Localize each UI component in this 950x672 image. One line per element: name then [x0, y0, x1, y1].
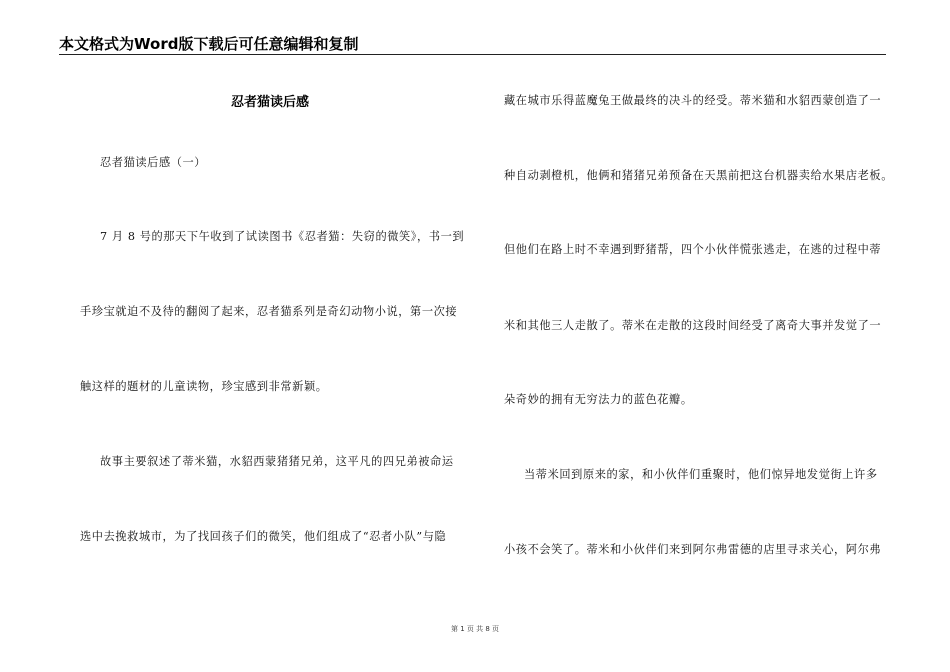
paragraph-line: 但他们在路上时不幸遇到野猪帮，四个小伙伴慌张逃走，在逃的过程中蒂: [504, 243, 882, 256]
document-title: 忍者猫读后感: [230, 95, 309, 110]
paragraph-line: 种自动剥橙机，他俩和猪猪兄弟预备在天黑前把这台机器卖给水果店老板。: [504, 169, 893, 182]
paragraph-line: 故事主要叙述了蒂米猫，水貂西蒙猪猪兄弟，这平凡的四兄弟被命运: [100, 455, 454, 468]
header-banner: 本文格式为Word版下载后可任意编辑和复制: [59, 35, 359, 53]
paragraph-line: 当蒂米回到原来的家，和小伙伴们重聚时，他们惊异地发觉街上许多: [524, 468, 878, 481]
paragraph-line: 忍者猫读后感（一）: [100, 156, 207, 169]
paragraph-line: 米和其他三人走散了。蒂米在走散的这段时间经受了离奇大事并发觉了一: [504, 319, 882, 332]
paragraph-line: 小孩不会笑了。蒂米和小伙伴们来到阿尔弗雷德的店里寻求关心，阿尔弗: [504, 543, 882, 556]
paragraph-line: 选中去挽救城市，为了找回孩子们的微笑，他们组成了“忍者小队”与隐: [80, 530, 447, 543]
paragraph-line: 藏在城市乐得蓝魔兔王做最终的决斗的经受。蒂米猫和水貂西蒙创造了一: [504, 94, 882, 107]
paragraph-line: 手珍宝就迫不及待的翻阅了起来，忍者猫系列是奇幻动物小说，第一次接: [80, 305, 458, 318]
paragraph-line: 7 月 8 号的那天下午收到了试读图书《忍者猫：失窃的微笑》，书一到: [100, 230, 465, 243]
paragraph-line: 朵奇妙的拥有无穷法力的蓝色花瓣。: [504, 393, 693, 406]
page-number: 第 1 页 共 8 页: [450, 625, 500, 633]
paragraph-line: 触这样的题材的儿童读物，珍宝感到非常新颖。: [80, 380, 328, 393]
header-divider: [59, 54, 886, 55]
